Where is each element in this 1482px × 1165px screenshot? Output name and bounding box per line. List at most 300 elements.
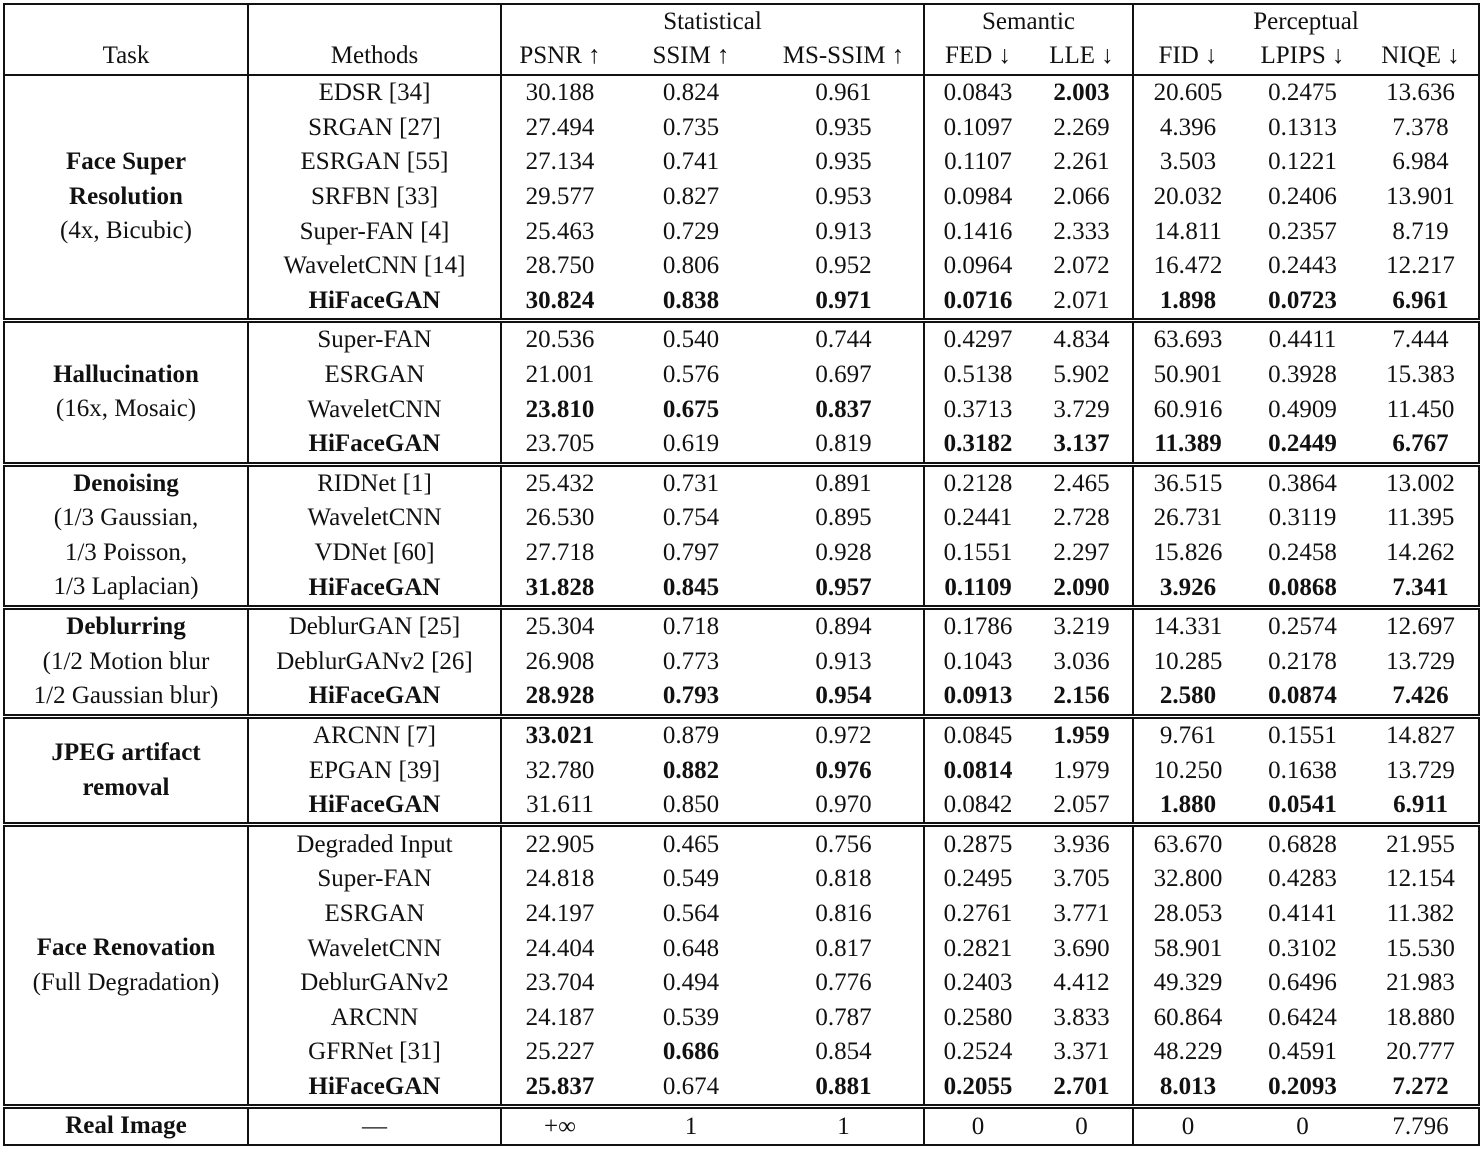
- value-cell-lpips: 0.2475: [1268, 79, 1337, 107]
- value-cell-lpips: 0: [1242, 1107, 1363, 1145]
- value-cell-ms-ssim: 0.895: [764, 501, 924, 536]
- column-header-psnr: PSNR ↑: [501, 38, 618, 75]
- method-cell: RIDNet [1]: [248, 464, 501, 501]
- value-cell-ssim: 0.827: [662, 183, 720, 211]
- value-cell-fed: 0.2128: [924, 464, 1031, 501]
- value-cell-niqe: 13.729: [1363, 753, 1479, 788]
- value-cell-niqe: 20.777: [1363, 1035, 1479, 1070]
- value-cell-psnr: 22.905: [501, 825, 618, 862]
- value-cell-lpips: 0.2357: [1268, 217, 1337, 245]
- value-cell-psnr: 23.704: [525, 969, 595, 997]
- value-cell-ms-ssim: 0.935: [764, 111, 924, 146]
- value-cell-ssim: 0.882: [662, 756, 720, 784]
- method-cell: ESRGAN [55]: [248, 145, 501, 180]
- value-cell-psnr: 26.530: [525, 504, 595, 532]
- value-cell-niqe: 21.955: [1363, 825, 1479, 862]
- value-cell-lle: 2.003: [1031, 75, 1133, 111]
- value-cell-psnr: 32.780: [525, 756, 595, 784]
- value-cell-psnr: 24.818: [525, 865, 595, 893]
- table-row: [4, 464, 1479, 501]
- value-cell-psnr: 27.134: [525, 148, 595, 176]
- value-cell-ms-ssim: 0.952: [764, 249, 924, 284]
- value-cell-fed: 0.2441: [943, 504, 1013, 532]
- value-cell-fed: 0.0843: [943, 79, 1013, 107]
- value-cell-ms-ssim: 0.913: [764, 645, 924, 680]
- value-cell-ssim: 0.879: [618, 716, 764, 753]
- header-empty-task: [4, 4, 248, 38]
- value-cell-niqe: 6.984: [1363, 145, 1479, 180]
- value-cell-psnr: 31.828: [525, 573, 595, 601]
- value-cell-fid: 58.901: [1153, 934, 1223, 962]
- value-cell-fid: 20.605: [1153, 79, 1223, 107]
- results-table: [3, 3, 1480, 1146]
- method-cell: DeblurGANv2 [26]: [248, 645, 501, 680]
- method-cell: WaveletCNN [14]: [248, 249, 501, 284]
- table-row: [4, 321, 1479, 358]
- method-cell: HiFaceGAN: [248, 1070, 501, 1107]
- value-cell-ssim: 0.793: [662, 682, 720, 710]
- value-cell-ms-ssim: 0.954: [764, 679, 924, 716]
- task-label-line: 1/2 Gaussian blur): [33, 682, 219, 710]
- value-cell-fid: 63.670: [1133, 825, 1242, 862]
- value-cell-lle: 2.297: [1031, 536, 1133, 571]
- task-label-line: JPEG artifact: [51, 738, 201, 766]
- value-cell-fed: 0.2580: [943, 1003, 1013, 1031]
- header-group-row: [4, 4, 1479, 38]
- value-cell-niqe: 6.961: [1363, 284, 1479, 321]
- value-cell-fed: 0.2524: [943, 1038, 1013, 1066]
- method-cell: EPGAN [39]: [248, 753, 501, 788]
- value-cell-ms-ssim: 0.928: [764, 536, 924, 571]
- value-cell-ssim: 0.850: [662, 791, 720, 819]
- value-cell-lle: 3.137: [1031, 427, 1133, 464]
- value-cell-fed: 0.0964: [943, 252, 1013, 280]
- value-cell-psnr: 27.718: [525, 539, 595, 567]
- method-cell: Super-FAN [4]: [248, 214, 501, 249]
- table-row: [4, 716, 1479, 753]
- method-cell: DeblurGAN [25]: [248, 607, 501, 644]
- task-label-line: Face Renovation: [36, 934, 216, 962]
- method-cell: DeblurGANv2: [248, 966, 501, 1001]
- value-cell-niqe: 14.262: [1363, 536, 1479, 571]
- value-cell-fid: 10.250: [1153, 756, 1223, 784]
- value-cell-ssim: 0.741: [662, 148, 720, 176]
- method-cell: HiFaceGAN: [248, 427, 501, 464]
- value-cell-ms-ssim: 0.970: [764, 788, 924, 825]
- value-cell-fid: 48.229: [1153, 1038, 1223, 1066]
- task-label-line: (16x, Mosaic): [55, 395, 197, 423]
- value-cell-fed: 0.2761: [943, 899, 1013, 927]
- value-cell-ssim: 0.564: [662, 899, 720, 927]
- value-cell-ssim: 0.845: [662, 573, 720, 601]
- value-cell-fid: 8.013: [1159, 1072, 1217, 1100]
- value-cell-ms-ssim: 0.961: [764, 75, 924, 111]
- value-cell-psnr: 30.188: [525, 79, 595, 107]
- value-cell-psnr: 24.187: [525, 1003, 595, 1031]
- value-cell-lle: 2.261: [1031, 145, 1133, 180]
- value-cell-lpips: 0.4591: [1268, 1038, 1337, 1066]
- value-cell-lpips: 0.3102: [1268, 934, 1337, 962]
- value-cell-lpips: 0.0541: [1268, 791, 1337, 819]
- value-cell-ssim: 0.576: [662, 361, 720, 389]
- method-cell: —: [248, 1107, 501, 1145]
- column-header-lle: LLE ↓: [1031, 38, 1133, 75]
- task-cell: [4, 607, 248, 716]
- value-cell-niqe: 18.880: [1363, 1000, 1479, 1035]
- value-cell-psnr: 21.001: [525, 361, 595, 389]
- table-row: [4, 825, 1479, 862]
- header-group-perceptual: Perceptual: [1133, 4, 1479, 38]
- value-cell-fed: 0.1416: [943, 217, 1013, 245]
- value-cell-fid: 11.389: [1154, 430, 1222, 458]
- value-cell-fid: 2.580: [1159, 682, 1217, 710]
- method-cell: HiFaceGAN: [248, 788, 501, 825]
- value-cell-niqe: 7.272: [1363, 1070, 1479, 1107]
- value-cell-lle: 2.333: [1031, 214, 1133, 249]
- value-cell-ssim: 0.539: [662, 1003, 720, 1031]
- header-group-statistical: Statistical: [501, 4, 924, 38]
- value-cell-niqe: 7.378: [1363, 111, 1479, 146]
- value-cell-psnr: 25.304: [501, 607, 618, 644]
- value-cell-lpips: 0.4909: [1268, 395, 1337, 423]
- value-cell-fed: 0.1107: [944, 148, 1012, 176]
- value-cell-ssim: 0.549: [662, 865, 720, 893]
- value-cell-fid: 0: [1133, 1107, 1242, 1145]
- value-cell-psnr: 29.577: [525, 183, 595, 211]
- method-cell: SRFBN [33]: [248, 180, 501, 215]
- value-cell-ssim: 0.735: [662, 113, 720, 141]
- value-cell-psnr: 25.227: [525, 1038, 595, 1066]
- task-label-line: Real Image: [65, 1112, 187, 1140]
- value-cell-lpips: 0.2458: [1268, 539, 1337, 567]
- value-cell-psnr: 25.463: [525, 217, 595, 245]
- value-cell-lle: 2.156: [1031, 679, 1133, 716]
- value-cell-lpips: 0.3928: [1268, 361, 1337, 389]
- value-cell-ssim: 0.619: [662, 430, 720, 458]
- value-cell-fid: 16.472: [1153, 252, 1223, 280]
- value-cell-fed: 0.2875: [924, 825, 1031, 862]
- task-label-line: Deblurring: [66, 612, 186, 640]
- task-cell: [4, 1107, 248, 1145]
- value-cell-lpips: 0.0723: [1268, 286, 1337, 314]
- value-cell-lpips: 0.2178: [1268, 647, 1337, 675]
- value-cell-ssim: 0.806: [662, 252, 720, 280]
- value-cell-fid: 3.503: [1159, 148, 1217, 176]
- task-label-line: removal: [82, 773, 170, 801]
- value-cell-ssim: 0.838: [662, 286, 720, 314]
- value-cell-niqe: 7.796: [1363, 1107, 1479, 1145]
- value-cell-lpips: 0.6496: [1268, 969, 1337, 997]
- value-cell-lpips: 0.1313: [1268, 113, 1337, 141]
- value-cell-lle: 2.728: [1031, 501, 1133, 536]
- value-cell-niqe: 13.729: [1363, 645, 1479, 680]
- value-cell-lle: 2.066: [1031, 180, 1133, 215]
- value-cell-fid: 32.800: [1153, 865, 1223, 893]
- method-cell: VDNet [60]: [248, 536, 501, 571]
- column-header-ssim: SSIM ↑: [618, 38, 764, 75]
- task-cell: [4, 321, 248, 464]
- value-cell-ms-ssim: 0.697: [764, 358, 924, 393]
- value-cell-niqe: 13.002: [1363, 464, 1479, 501]
- method-cell: Super-FAN: [248, 862, 501, 897]
- value-cell-fed: 0.2495: [943, 865, 1013, 893]
- task-cell: [4, 75, 248, 321]
- method-cell: ESRGAN: [248, 358, 501, 393]
- value-cell-lle: 2.465: [1031, 464, 1133, 501]
- task-label-line: (1/3 Gaussian,: [53, 504, 199, 532]
- value-cell-niqe: 12.154: [1363, 862, 1479, 897]
- value-cell-psnr: 23.705: [525, 430, 595, 458]
- task-label-line: Denoising: [73, 469, 179, 497]
- task-cell: [4, 464, 248, 607]
- method-cell: WaveletCNN: [248, 931, 501, 966]
- column-header-fed: FED ↓: [924, 38, 1031, 75]
- value-cell-ms-ssim: 0.744: [764, 321, 924, 358]
- column-header-niqe: NIQE ↓: [1363, 38, 1479, 75]
- value-cell-ms-ssim: 0.971: [764, 284, 924, 321]
- value-cell-lpips: 0.1638: [1268, 756, 1337, 784]
- value-cell-fid: 9.761: [1133, 716, 1242, 753]
- value-cell-lle: 3.705: [1031, 862, 1133, 897]
- value-cell-fed: 0.0845: [924, 716, 1031, 753]
- column-header-lpips: LPIPS ↓: [1242, 38, 1363, 75]
- value-cell-lpips: 0.4411: [1242, 321, 1363, 358]
- value-cell-fed: 0.0913: [943, 682, 1013, 710]
- value-cell-lle: 4.834: [1031, 321, 1133, 358]
- value-cell-ms-ssim: 0.819: [764, 427, 924, 464]
- column-header-methods: Methods: [248, 38, 501, 75]
- header-group-semantic: Semantic: [924, 4, 1133, 38]
- value-cell-ssim: 0.824: [662, 79, 720, 107]
- value-cell-fid: 14.811: [1154, 217, 1222, 245]
- value-cell-ms-ssim: 0.776: [764, 966, 924, 1001]
- value-cell-fid: 28.053: [1153, 899, 1223, 927]
- method-cell: ARCNN [7]: [248, 716, 501, 753]
- value-cell-ssim: 0.718: [618, 607, 764, 644]
- value-cell-fed: 0.3713: [943, 395, 1013, 423]
- value-cell-ssim: 0.797: [662, 539, 720, 567]
- value-cell-lle: 2.071: [1031, 284, 1133, 321]
- task-label-line: 1/3 Poisson,: [64, 538, 188, 566]
- value-cell-ms-ssim: 0.817: [764, 931, 924, 966]
- value-cell-niqe: 11.450: [1363, 392, 1479, 427]
- value-cell-lle: 3.833: [1031, 1000, 1133, 1035]
- method-cell: ARCNN: [248, 1000, 501, 1035]
- column-header-task: Task: [4, 38, 248, 75]
- column-header-ms-ssim: MS-SSIM ↑: [764, 38, 924, 75]
- value-cell-lle: 0: [1031, 1107, 1133, 1145]
- value-cell-psnr: 25.432: [501, 464, 618, 501]
- header-empty-methods: [248, 4, 501, 38]
- value-cell-ms-ssim: 0.953: [764, 180, 924, 215]
- task-label-line: (Full Degradation): [32, 968, 220, 996]
- value-cell-lle: 3.771: [1031, 897, 1133, 932]
- value-cell-psnr: 20.536: [501, 321, 618, 358]
- value-cell-ms-ssim: 0.957: [764, 570, 924, 607]
- results-table-container: [3, 3, 1478, 1146]
- header-column-row: [4, 38, 1479, 75]
- task-label-line: 1/3 Laplacian): [53, 573, 199, 601]
- value-cell-lle: 2.090: [1031, 570, 1133, 607]
- value-cell-fed: 0: [924, 1107, 1031, 1145]
- value-cell-fed: 0.1551: [943, 539, 1013, 567]
- value-cell-fid: 4.396: [1159, 113, 1217, 141]
- method-cell: GFRNet [31]: [248, 1035, 501, 1070]
- value-cell-lle: 3.219: [1031, 607, 1133, 644]
- method-cell: WaveletCNN: [248, 392, 501, 427]
- value-cell-ms-ssim: 0.881: [764, 1070, 924, 1107]
- value-cell-niqe: 21.983: [1363, 966, 1479, 1001]
- value-cell-ssim: 0.465: [618, 825, 764, 862]
- value-cell-niqe: 8.719: [1363, 214, 1479, 249]
- value-cell-fed: 0.1109: [944, 573, 1012, 601]
- value-cell-niqe: 15.383: [1363, 358, 1479, 393]
- value-cell-fid: 1.880: [1159, 791, 1217, 819]
- value-cell-lpips: 0.1221: [1268, 148, 1337, 176]
- value-cell-lpips: 0.0874: [1268, 682, 1337, 710]
- value-cell-ssim: 1: [618, 1107, 764, 1145]
- value-cell-ms-ssim: 1: [764, 1107, 924, 1145]
- value-cell-fed: 0.2821: [943, 934, 1013, 962]
- value-cell-fed: 0.5138: [943, 361, 1013, 389]
- value-cell-psnr: 23.810: [525, 395, 595, 423]
- value-cell-niqe: 11.382: [1363, 897, 1479, 932]
- value-cell-ssim: 0.773: [662, 647, 720, 675]
- value-cell-ms-ssim: 0.818: [764, 862, 924, 897]
- value-cell-ms-ssim: 0.891: [764, 464, 924, 501]
- value-cell-ms-ssim: 0.816: [764, 897, 924, 932]
- value-cell-lpips: 0.2574: [1242, 607, 1363, 644]
- value-cell-lle: 3.036: [1031, 645, 1133, 680]
- method-cell: HiFaceGAN: [248, 679, 501, 716]
- value-cell-ms-ssim: 0.976: [764, 753, 924, 788]
- value-cell-lle: 3.690: [1031, 931, 1133, 966]
- value-cell-niqe: 13.901: [1363, 180, 1479, 215]
- value-cell-lle: 2.057: [1031, 788, 1133, 825]
- value-cell-lle: 4.412: [1031, 966, 1133, 1001]
- value-cell-lpips: 0.2093: [1268, 1072, 1337, 1100]
- value-cell-ms-ssim: 0.972: [764, 716, 924, 753]
- results-table-body: [4, 75, 1479, 1145]
- value-cell-fed: 0.1786: [924, 607, 1031, 644]
- value-cell-lpips: 0.3119: [1268, 504, 1337, 532]
- method-cell: WaveletCNN: [248, 501, 501, 536]
- value-cell-lpips: 0.6828: [1242, 825, 1363, 862]
- value-cell-fid: 10.285: [1153, 647, 1223, 675]
- value-cell-psnr: 24.197: [525, 899, 595, 927]
- value-cell-fed: 0.3182: [943, 430, 1013, 458]
- task-cell: [4, 825, 248, 1107]
- method-cell: EDSR [34]: [248, 75, 501, 111]
- value-cell-fed: 0.1097: [943, 113, 1013, 141]
- task-label-line: (4x, Bicubic): [60, 217, 192, 245]
- value-cell-ssim: 0.675: [662, 395, 720, 423]
- value-cell-fed: 0.4297: [924, 321, 1031, 358]
- value-cell-lpips: 0.6424: [1268, 1003, 1337, 1031]
- value-cell-ssim: 0.648: [662, 934, 720, 962]
- value-cell-ms-ssim: 0.787: [764, 1000, 924, 1035]
- value-cell-lle: 1.959: [1031, 716, 1133, 753]
- value-cell-ssim: 0.686: [662, 1038, 720, 1066]
- value-cell-lle: 5.902: [1031, 358, 1133, 393]
- method-cell: ESRGAN: [248, 897, 501, 932]
- value-cell-niqe: 7.426: [1363, 679, 1479, 716]
- value-cell-psnr: 26.908: [525, 647, 595, 675]
- value-cell-niqe: 11.395: [1363, 501, 1479, 536]
- table-row: [4, 75, 1479, 111]
- value-cell-psnr: 28.928: [525, 682, 595, 710]
- value-cell-fid: 50.901: [1153, 361, 1223, 389]
- value-cell-lle: 1.979: [1031, 753, 1133, 788]
- value-cell-lle: 3.729: [1031, 392, 1133, 427]
- value-cell-lle: 2.701: [1031, 1070, 1133, 1107]
- task-label-line: (1/2 Motion blur: [42, 647, 210, 675]
- value-cell-psnr: +∞: [501, 1107, 618, 1145]
- value-cell-fed: 0.0716: [943, 286, 1013, 314]
- value-cell-lpips: 0.1551: [1242, 716, 1363, 753]
- task-cell: [4, 716, 248, 825]
- method-cell: SRGAN [27]: [248, 111, 501, 146]
- value-cell-ssim: 0.494: [662, 969, 720, 997]
- value-cell-lle: 2.269: [1031, 111, 1133, 146]
- value-cell-fid: 3.926: [1159, 573, 1217, 601]
- value-cell-fid: 63.693: [1133, 321, 1242, 358]
- value-cell-fid: 20.032: [1153, 183, 1223, 211]
- value-cell-niqe: 15.530: [1363, 931, 1479, 966]
- value-cell-fed: 0.1043: [943, 647, 1013, 675]
- value-cell-psnr: 25.837: [525, 1072, 595, 1100]
- value-cell-ms-ssim: 0.756: [764, 825, 924, 862]
- value-cell-fid: 1.898: [1159, 286, 1217, 314]
- value-cell-lle: 3.371: [1031, 1035, 1133, 1070]
- value-cell-fed: 0.0842: [943, 791, 1013, 819]
- value-cell-ssim: 0.729: [662, 217, 720, 245]
- value-cell-fed: 0.0984: [943, 183, 1013, 211]
- value-cell-niqe: 6.767: [1363, 427, 1479, 464]
- value-cell-ssim: 0.674: [662, 1072, 720, 1100]
- value-cell-lle: 3.936: [1031, 825, 1133, 862]
- value-cell-niqe: 14.827: [1363, 716, 1479, 753]
- method-cell: HiFaceGAN: [248, 570, 501, 607]
- value-cell-niqe: 12.697: [1363, 607, 1479, 644]
- method-cell: Degraded Input: [248, 825, 501, 862]
- value-cell-psnr: 24.404: [525, 934, 595, 962]
- value-cell-niqe: 7.341: [1363, 570, 1479, 607]
- value-cell-fed: 0.0814: [943, 756, 1013, 784]
- value-cell-fid: 26.731: [1153, 504, 1223, 532]
- value-cell-lpips: 0.0868: [1268, 573, 1337, 601]
- value-cell-niqe: 12.217: [1363, 249, 1479, 284]
- task-label-line: Resolution: [69, 182, 183, 210]
- value-cell-fid: 15.826: [1153, 539, 1223, 567]
- value-cell-ssim: 0.731: [618, 464, 764, 501]
- value-cell-psnr: 31.611: [526, 791, 594, 819]
- task-label-line: Face Super: [65, 148, 187, 176]
- value-cell-psnr: 27.494: [525, 113, 595, 141]
- value-cell-lpips: 0.4283: [1268, 865, 1337, 893]
- value-cell-niqe: 13.636: [1363, 75, 1479, 111]
- value-cell-lpips: 0.2449: [1268, 430, 1337, 458]
- value-cell-fid: 60.864: [1153, 1003, 1223, 1031]
- value-cell-lpips: 0.3864: [1242, 464, 1363, 501]
- value-cell-fid: 36.515: [1133, 464, 1242, 501]
- value-cell-ms-ssim: 0.913: [764, 214, 924, 249]
- column-header-fid: FID ↓: [1133, 38, 1242, 75]
- value-cell-ms-ssim: 0.894: [764, 607, 924, 644]
- value-cell-fid: 14.331: [1133, 607, 1242, 644]
- value-cell-ssim: 0.754: [662, 504, 720, 532]
- value-cell-fed: 0.2403: [943, 969, 1013, 997]
